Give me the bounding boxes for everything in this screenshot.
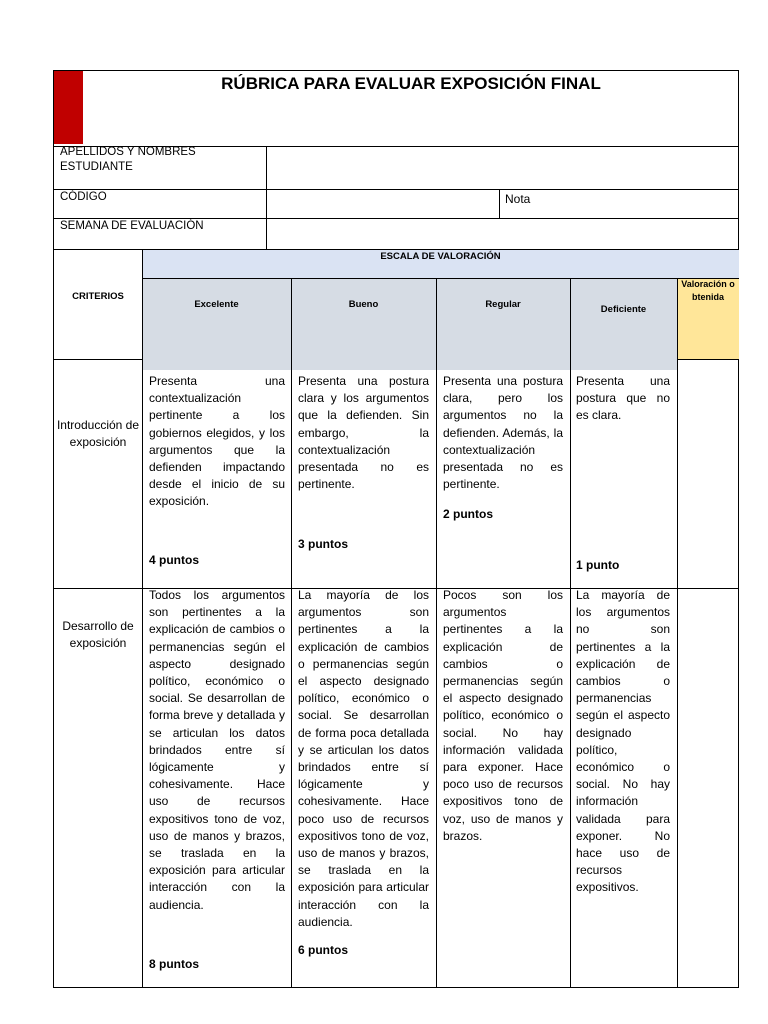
grade-field[interactable] [540,190,738,218]
description-desarrollo-excelente: Todos los argumentos son pertinentes a la explicación de cambios o permanencias según el aspecto designado político, económico o social. Se desarrollan de forma breve y detallada y se articulan los datos brindados entre sí lógicamente y cohesivamente. Hace uso de recursos expositivos tono de voz, uso de manos y brazos, se traslada en la exposición para articular interacción con la audiencia. [149,588,285,912]
obtained-header: Valoración obtenida [681,279,735,302]
obtained-score-desarrollo[interactable] [678,589,738,987]
scale-header: ESCALA DE VALORACIÓN [380,251,501,262]
description-intro-excelente: Presenta una contextualización pertinente a los gobiernos elegidos, y los argumentos que la defienden impactando desde el inicio de su exposición. [149,374,285,509]
description-intro-bueno: Presenta una postura clara y los argumentos que la defienden. Sin embargo, la contextualización presentada no es pertinente. [298,374,429,492]
level-bueno: Bueno [348,299,379,310]
points-desarrollo-excelente: 8 puntos [149,957,199,971]
level-deficiente: Deficiente [600,304,647,315]
level-excelente: Excelente [194,299,239,310]
points-intro-regular: 2 puntos [443,507,493,521]
points-intro-excelente: 4 puntos [149,553,199,567]
student-names-field[interactable] [267,147,738,189]
divider [142,278,739,279]
description-desarrollo-bueno: La mayoría de los argumentos son pertinentes a la explicación de cambios o permanencias según el aspecto designado político, económico o social. Se desarrollan de forma poca detallada y se articulan los datos brindados entre sí lógicamente y cohesivamente. Hace poco uso de recursos expositivos tono de voz, uso de manos y brazos, se traslada en la exposición para articular interacción con la audiencia. [298,588,429,929]
points-desarrollo-bueno: 6 puntos [298,943,348,957]
grade-label: Nota [505,192,531,206]
divider [436,278,437,988]
divider [499,189,500,218]
description-intro-regular: Presenta una postura clara, pero los argumentos no la defienden. Además, la contextualización presentada no es pertinente. [443,374,563,492]
criteria-header: CRITERIOS [72,291,124,302]
criterion-introduccion: Introducción de exposición [56,418,140,449]
level-header-bg [142,278,677,370]
divider [142,249,143,988]
divider [291,278,292,988]
description-intro-deficiente: Presenta una postura que no es clara. [576,374,670,423]
level-regular: Regular [485,299,521,310]
description-desarrollo-regular: Pocos son los argumentos pertinentes a la explicación de cambios o permanencias según el aspecto designado político, económico o social. No hay información validada para exponer. Hace poco uso de recursos expositivos tono de voz, uso de manos y brazos. [443,588,563,843]
points-intro-bueno: 3 puntos [298,537,348,551]
page-title: RÚBRICA PARA EVALUAR EXPOSICIÓN FINAL [221,74,601,93]
code-label: CÓDIGO [60,191,107,203]
red-accent-block [54,71,83,144]
code-field[interactable] [267,190,499,218]
divider [570,278,571,988]
evaluation-week-field[interactable] [267,219,738,249]
obtained-score-intro[interactable] [678,360,738,588]
evaluation-week-label: SEMANA DE EVALUACIÓN [60,220,204,232]
criterion-desarrollo: Desarrollo de exposición [62,619,134,650]
student-names-label: APELLIDOS Y NOMBRES ESTUDIANTE [60,146,196,173]
points-intro-deficiente: 1 punto [576,558,620,572]
description-desarrollo-deficiente: La mayoría de los argumentos no son pertinentes a la explicación de cambios o permanencias según el aspecto designado político, económico o social. No hay información validada para exponer. No hace uso de recursos expositivos. [576,588,670,895]
divider [53,359,142,360]
